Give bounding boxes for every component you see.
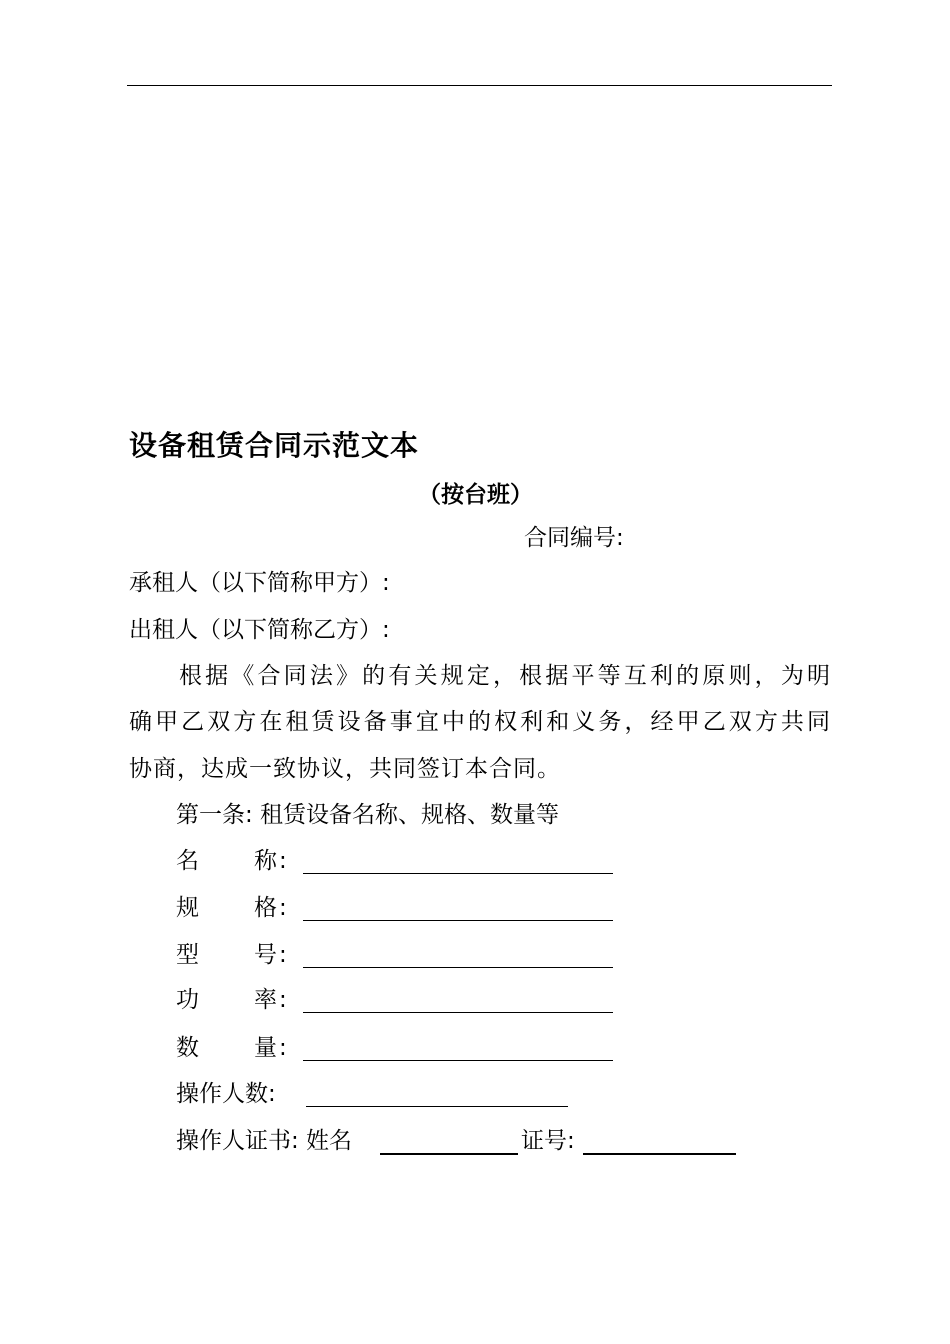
article-1-heading: 第一条: 租赁设备名称、规格、数量等 (176, 802, 560, 828)
field-label-char: 型 (176, 942, 199, 968)
field-label-char: 规 (176, 895, 199, 921)
paragraph-line: 确甲乙双方在租赁设备事宜中的权利和义务，经甲乙双方共同 (129, 709, 831, 735)
operators-label: 操作人数: (176, 1081, 276, 1107)
fill-in-line[interactable] (303, 873, 613, 874)
field-colon: : (279, 942, 287, 968)
header-rule (127, 85, 832, 86)
fill-in-line[interactable] (303, 967, 613, 968)
field-label-char: 功 (176, 987, 199, 1013)
field-colon: : (279, 987, 287, 1013)
party-a-line: 承租人（以下简称甲方）: (129, 570, 390, 596)
field-label-char: 数 (176, 1035, 199, 1061)
field-label-char: 号 (254, 942, 277, 968)
party-b-line: 出租人（以下简称乙方）: (129, 617, 390, 643)
field-label-char: 名 (176, 848, 199, 874)
certificate-label: 操作人证书: 姓名 (176, 1128, 353, 1154)
fill-in-line[interactable] (306, 1106, 568, 1107)
fill-in-line[interactable] (303, 1012, 613, 1013)
field-label-char: 量 (254, 1035, 277, 1061)
fill-in-line[interactable] (303, 920, 613, 921)
document-title: 设备租赁合同示范文本 (129, 429, 420, 462)
certificate-fill-in-line[interactable] (583, 1153, 736, 1155)
field-label-char: 格 (254, 895, 277, 921)
field-colon: : (279, 1035, 287, 1061)
document-subtitle: （按台班） (418, 482, 533, 508)
name-fill-in-line[interactable] (380, 1153, 518, 1155)
field-colon: : (279, 848, 287, 874)
paragraph-line: 协商，达成一致协议，共同签订本合同。 (129, 756, 561, 782)
certificate-number-label: 证号: (521, 1128, 575, 1154)
contract-number-label: 合同编号: (524, 525, 624, 551)
field-colon: : (279, 895, 287, 921)
field-label-char: 称 (254, 848, 277, 874)
paragraph-line: 根据《合同法》的有关规定，根据平等互利的原则，为明 (179, 663, 831, 689)
field-label-char: 率 (254, 987, 277, 1013)
fill-in-line[interactable] (303, 1060, 613, 1061)
